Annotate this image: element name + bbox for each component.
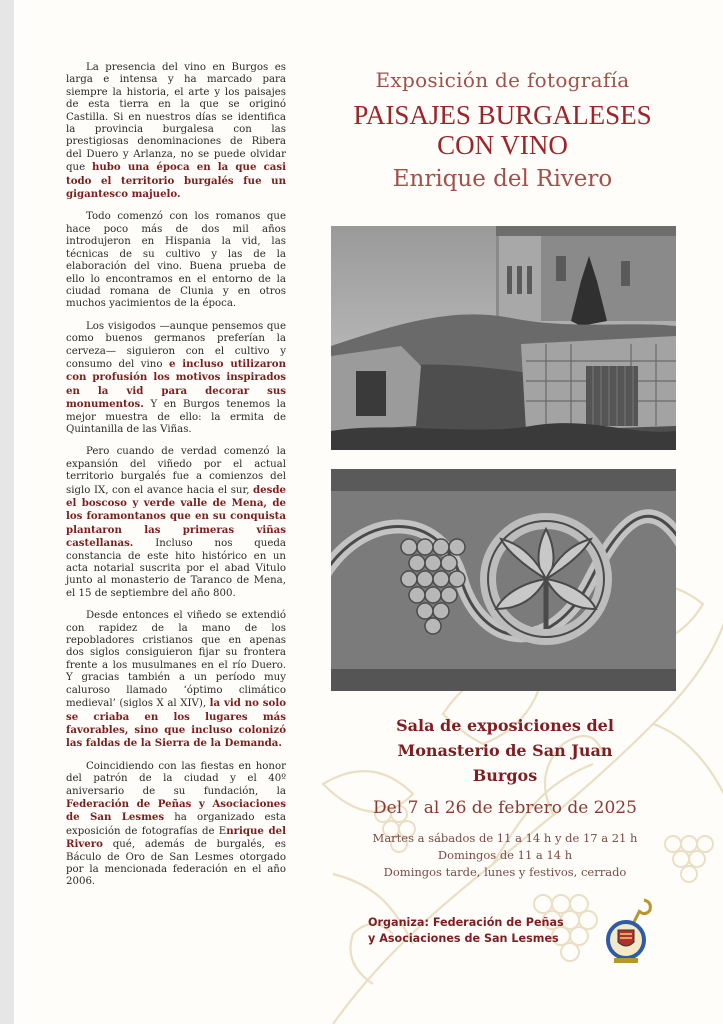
- text: Todo comenzó con los romanos que hace poco más de dos mil años introdujeron en Hispania la vid, las técnicas de su cultivo y las de la elaboración del vino. Buena prueba de ello lo encontramos en el entorno de la ciudad romana de Clunia y en otros muchos yacimientos de la época.: [66, 211, 286, 310]
- text: qué, además de burgalés, es Báculo de Oro de San Lesmes otorgado por la mencionada federación en el año 2006.: [66, 839, 286, 888]
- intro-text-column: [66, 62, 286, 899]
- paragraph: [66, 761, 286, 889]
- hours-line: Martes a sábados de 11 a 14 h y de 17 a 21 h: [372, 831, 638, 845]
- highlight-text: e incluso utilizaron con profusión los motivos inspirados en la vid para decorar sus monumentos.: [66, 357, 287, 411]
- text: Los visigodos —aunque pensemos que como buenos germanos preferían la cerveza— siguieron con el cultivo y consumo del vino: [66, 320, 286, 370]
- organizer-info: [368, 915, 598, 947]
- highlight-text: hubo una época en la que casi todo el territorio burgalés fue un gigantesco majuelo.: [66, 161, 286, 201]
- photo-carved-relief: [331, 469, 676, 691]
- exhibition-header: [330, 68, 675, 192]
- organizer-line: y Asociaciones de San Lesmes: [368, 932, 559, 945]
- text: Incluso nos queda constancia de este hito histórico en un acta notarial suscrita por el abad Vitulo junto al monasterio de Taranco de Mena, el 15 de septiembre del año 800.: [66, 538, 286, 599]
- text: La presencia del vino en Burgos es larga e intensa y ha marcado para siempre la historia, el arte y los paisajes de esta tierra en la que se originó Castilla. Si en nuestros días se identifica la provincia burgalesa con las prestigiosas denominaciones de Ribera del Duero y Arlanza, no se puede olvidar que: [66, 62, 286, 174]
- exhibition-title: [330, 100, 675, 160]
- hours-line: Domingos de 11 a 14 h: [437, 848, 573, 862]
- paragraph: [66, 610, 286, 750]
- highlight-text: Federación de Peñas y Asociaciones de San Lesmes: [66, 797, 286, 824]
- text: ha organizado esta exposición de fotografías de E: [66, 812, 286, 837]
- opening-hours: [340, 830, 670, 881]
- highlight-text: desde el boscoso y verde valle de Mena, de los foramontanos que en su conquista plantaron las primeras viñas castellanas.: [66, 483, 286, 550]
- venue-line: Burgos: [472, 766, 538, 785]
- hours-line: Domingos tarde, lunes y festivos, cerrado: [383, 865, 627, 879]
- paragraph: [66, 211, 286, 310]
- highlight-text: la vid no solo se criaba en los lugares más favorables, sino que incluso colonizó las faldas de la Sierra de la Demanda.: [66, 697, 286, 750]
- venue-info: [340, 713, 670, 788]
- venue-line: Sala de exposiciones del: [396, 716, 614, 735]
- photo-church-cellars: [331, 226, 676, 450]
- text: Desde entonces el viñedo se extendió con rapidez de la mano de los repobladores cristianos que en apenas dos siglos consiguieron fijar su frontera frente a los musulmanes en el río Duero. Y gracias también a un período muy caluroso llamado ‘óptimo climático medieval’ (siglos X al XIV),: [66, 610, 286, 710]
- paragraph: [66, 446, 286, 600]
- photographer-name: Enrique del Rivero: [392, 166, 613, 192]
- page-edge: [0, 0, 14, 1024]
- paragraph: [66, 62, 286, 201]
- venue-line: Monasterio de San Juan: [397, 741, 613, 760]
- title-line: CON VINO: [437, 130, 568, 160]
- organizer-line: Organiza: Federación de Peñas: [368, 916, 564, 929]
- highlight-text: nrique del Rivero: [66, 824, 286, 851]
- paragraph: [66, 321, 286, 437]
- exhibition-dates: Del 7 al 26 de febrero de 2025: [373, 798, 637, 818]
- text: Coincidiendo con las fiestas en honor del patrón de la ciudad y el 40º aniversario de su fundación, la: [66, 760, 286, 797]
- text: Y en Burgos tenemos la mejor muestra de ello: la ermita de Quintanilla de las Viñas.: [66, 399, 286, 435]
- text: Pero cuando de verdad comenzó la expansión del viñedo por el actual territorio burgalés fue a comienzos del siglo IX, con el avance hacia el sur,: [66, 446, 286, 496]
- title-line: PAISAJES BURGALESES: [353, 100, 652, 130]
- exhibition-type: Exposición de fotografía: [375, 68, 630, 92]
- federation-seal-icon: [600, 896, 660, 966]
